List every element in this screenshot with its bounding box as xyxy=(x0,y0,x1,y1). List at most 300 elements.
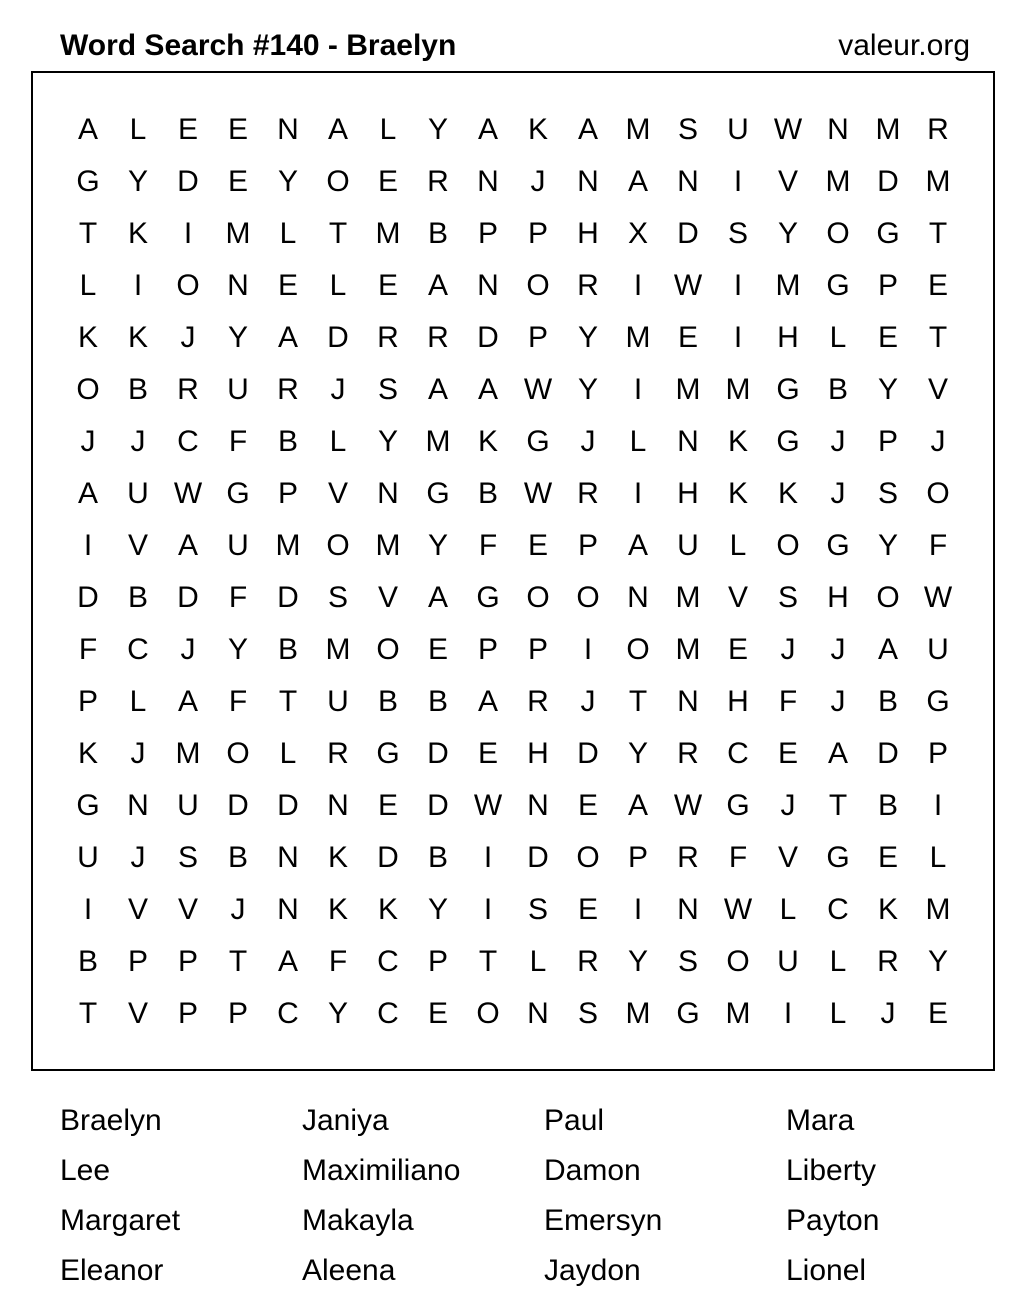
grid-letter: C xyxy=(727,737,749,770)
grid-letter: L xyxy=(779,893,797,926)
grid-letter: A xyxy=(77,477,98,510)
grid-letter: K xyxy=(527,113,548,146)
grid-letter: N xyxy=(127,789,149,822)
grid-letter: L xyxy=(529,945,547,978)
grid-letter: G xyxy=(776,425,800,458)
grid-letter: G xyxy=(826,841,850,874)
site-name: valeur.org xyxy=(838,29,970,62)
grid-letter: R xyxy=(327,737,349,770)
grid-letter: U xyxy=(677,529,699,562)
grid-letter: R xyxy=(877,945,899,978)
grid-letter: B xyxy=(127,373,148,406)
grid-letter: O xyxy=(626,633,650,666)
grid-letter: K xyxy=(727,477,748,510)
grid-letter: P xyxy=(927,737,948,770)
grid-letter: E xyxy=(377,269,398,302)
grid-letter: D xyxy=(177,581,199,614)
word-list-item: Lionel xyxy=(786,1254,867,1287)
grid-letter: O xyxy=(526,269,550,302)
grid-letter: G xyxy=(376,737,400,770)
grid-letter: Y xyxy=(927,945,948,978)
grid-letter: U xyxy=(777,945,799,978)
grid-letter: L xyxy=(279,737,297,770)
word-list-item: Braelyn xyxy=(60,1104,162,1137)
grid-letter: A xyxy=(477,113,498,146)
grid-letter: R xyxy=(577,477,599,510)
grid-letter: O xyxy=(76,373,100,406)
grid-letter: M xyxy=(675,373,701,406)
grid-letter: F xyxy=(728,841,748,874)
grid-letter: E xyxy=(877,841,898,874)
grid-letter: E xyxy=(427,997,448,1030)
grid-letter: B xyxy=(427,217,448,250)
grid-letter: B xyxy=(377,685,398,718)
grid-letter: Y xyxy=(427,113,448,146)
grid-letter: G xyxy=(76,789,100,822)
grid-letter: S xyxy=(727,217,748,250)
grid-letter: W xyxy=(473,789,503,822)
grid-letter: D xyxy=(427,737,449,770)
grid-letter: J xyxy=(580,425,596,458)
grid-letter: R xyxy=(577,269,599,302)
grid-letter: J xyxy=(780,789,796,822)
grid-letter: P xyxy=(577,529,598,562)
grid-letter: D xyxy=(477,321,499,354)
grid-letter: M xyxy=(725,373,751,406)
grid-letter: D xyxy=(877,165,899,198)
grid-letter: U xyxy=(727,113,749,146)
grid-letter: M xyxy=(375,529,401,562)
grid-letter: W xyxy=(923,581,953,614)
grid-letter: H xyxy=(527,737,549,770)
grid-letter: J xyxy=(580,685,596,718)
grid-letter: I xyxy=(133,269,143,302)
grid-letter: F xyxy=(228,685,248,718)
grid-letter: W xyxy=(673,789,703,822)
grid-letter: E xyxy=(877,321,898,354)
grid-letter: C xyxy=(177,425,199,458)
grid-letter: V xyxy=(127,529,148,562)
grid-letter: B xyxy=(877,685,898,718)
grid-letter: F xyxy=(928,529,948,562)
grid-letter: S xyxy=(577,997,598,1030)
grid-letter: B xyxy=(827,373,848,406)
grid-letter: E xyxy=(727,633,748,666)
grid-letter: M xyxy=(775,269,801,302)
grid-letter: V xyxy=(927,373,948,406)
grid-letter: A xyxy=(77,113,98,146)
grid-letter: L xyxy=(329,269,347,302)
grid-letter: N xyxy=(527,997,549,1030)
grid-letter: L xyxy=(379,113,397,146)
grid-letter: A xyxy=(627,789,648,822)
grid-letter: G xyxy=(726,789,750,822)
grid-letter: U xyxy=(177,789,199,822)
grid-letter: Y xyxy=(877,529,898,562)
grid-letter: Y xyxy=(877,373,898,406)
grid-letter: B xyxy=(77,945,98,978)
grid-letter: I xyxy=(483,893,493,926)
grid-letter: T xyxy=(828,789,848,822)
grid-letter: H xyxy=(677,477,699,510)
grid-letter: M xyxy=(625,997,651,1030)
grid-letter: J xyxy=(180,321,196,354)
grid-letter: S xyxy=(677,113,698,146)
grid-letter: E xyxy=(427,633,448,666)
grid-letter: H xyxy=(577,217,599,250)
grid-letter: D xyxy=(527,841,549,874)
grid-letter: I xyxy=(733,321,743,354)
grid-letter: M xyxy=(625,113,651,146)
grid-letter: A xyxy=(877,633,898,666)
grid-letter: P xyxy=(527,217,548,250)
grid-letter: W xyxy=(673,269,703,302)
page-header xyxy=(60,26,970,70)
grid-letter: N xyxy=(677,165,699,198)
grid-letter: F xyxy=(228,425,248,458)
grid-letter: G xyxy=(476,581,500,614)
grid-letter: B xyxy=(427,685,448,718)
letter-grid xyxy=(63,104,963,1040)
grid-letter: E xyxy=(527,529,548,562)
grid-letter: Y xyxy=(777,217,798,250)
grid-letter: J xyxy=(880,997,896,1030)
grid-letter: F xyxy=(778,685,798,718)
grid-letter: R xyxy=(427,165,449,198)
grid-letter: Y xyxy=(227,633,248,666)
grid-letter: A xyxy=(277,945,298,978)
puzzle-title: Word Search #140 - Braelyn xyxy=(60,29,457,62)
grid-letter: J xyxy=(230,893,246,926)
grid-letter: T xyxy=(278,685,298,718)
grid-letter: L xyxy=(829,321,847,354)
grid-letter: A xyxy=(327,113,348,146)
grid-letter: J xyxy=(180,633,196,666)
grid-letter: P xyxy=(477,633,498,666)
word-list-item: Paul xyxy=(544,1104,605,1137)
grid-letter: T xyxy=(628,685,648,718)
grid-letter: N xyxy=(277,841,299,874)
grid-letter: O xyxy=(476,997,500,1030)
grid-letter: L xyxy=(829,997,847,1030)
grid-letter: Y xyxy=(277,165,298,198)
grid-letter: E xyxy=(477,737,498,770)
grid-letter: C xyxy=(827,893,849,926)
grid-letter: M xyxy=(875,113,901,146)
word-list-item: Margaret xyxy=(60,1204,181,1237)
grid-letter: J xyxy=(830,477,846,510)
grid-letter: T xyxy=(328,217,348,250)
grid-letter: O xyxy=(726,945,750,978)
grid-letter: V xyxy=(727,581,748,614)
grid-letter: J xyxy=(780,633,796,666)
grid-letter: K xyxy=(877,893,898,926)
word-list-item: Emersyn xyxy=(544,1204,663,1237)
grid-letter: D xyxy=(677,217,699,250)
grid-letter: J xyxy=(830,633,846,666)
word-list-item: Lee xyxy=(60,1154,111,1187)
grid-letter: O xyxy=(376,633,400,666)
grid-letter: I xyxy=(633,477,643,510)
grid-letter: I xyxy=(733,165,743,198)
grid-letter: G xyxy=(76,165,100,198)
grid-letter: L xyxy=(279,217,297,250)
grid-letter: R xyxy=(427,321,449,354)
grid-letter: N xyxy=(327,789,349,822)
grid-letter: R xyxy=(177,373,199,406)
grid-letter: S xyxy=(877,477,898,510)
grid-letter: A xyxy=(577,113,598,146)
grid-letter: L xyxy=(829,945,847,978)
grid-letter: G xyxy=(826,529,850,562)
grid-letter: P xyxy=(127,945,148,978)
grid-letter: M xyxy=(275,529,301,562)
grid-letter: J xyxy=(530,165,546,198)
grid-letter: W xyxy=(523,477,553,510)
grid-letter: N xyxy=(677,893,699,926)
grid-letter: L xyxy=(929,841,947,874)
grid-letter: D xyxy=(177,165,199,198)
grid-letter: Y xyxy=(577,373,598,406)
grid-letter: E xyxy=(777,737,798,770)
grid-letter: R xyxy=(927,113,949,146)
grid-letter: B xyxy=(227,841,248,874)
grid-letter: A xyxy=(477,373,498,406)
grid-letter: G xyxy=(426,477,450,510)
grid-letter: K xyxy=(727,425,748,458)
grid-letter: I xyxy=(633,373,643,406)
grid-letter: G xyxy=(676,997,700,1030)
grid-letter: T xyxy=(478,945,498,978)
grid-letter: N xyxy=(377,477,399,510)
grid-letter: A xyxy=(827,737,848,770)
grid-letter: V xyxy=(777,841,798,874)
grid-letter: M xyxy=(925,165,951,198)
grid-letter: I xyxy=(583,633,593,666)
grid-letter: M xyxy=(375,217,401,250)
grid-letter: Y xyxy=(627,945,648,978)
grid-letter: G xyxy=(776,373,800,406)
grid-letter: K xyxy=(377,893,398,926)
grid-letter: E xyxy=(677,321,698,354)
grid-letter: V xyxy=(127,893,148,926)
grid-letter: Y xyxy=(627,737,648,770)
grid-letter: C xyxy=(377,997,399,1030)
grid-letter: N xyxy=(277,893,299,926)
grid-letter: Y xyxy=(327,997,348,1030)
grid-letter: M xyxy=(225,217,251,250)
grid-letter: P xyxy=(877,425,898,458)
grid-letter: V xyxy=(177,893,198,926)
grid-letter: N xyxy=(277,113,299,146)
grid-letter: E xyxy=(177,113,198,146)
word-list-item: Jaydon xyxy=(544,1254,641,1287)
grid-letter: C xyxy=(127,633,149,666)
grid-letter: V xyxy=(777,165,798,198)
grid-letter: U xyxy=(227,529,249,562)
grid-letter: O xyxy=(876,581,900,614)
grid-letter: U xyxy=(77,841,99,874)
grid-letter: I xyxy=(933,789,943,822)
grid-letter: K xyxy=(477,425,498,458)
grid-letter: E xyxy=(227,113,248,146)
grid-letter: N xyxy=(627,581,649,614)
grid-letter: M xyxy=(725,997,751,1030)
grid-letter: G xyxy=(526,425,550,458)
grid-letter: I xyxy=(83,893,93,926)
grid-letter: M xyxy=(925,893,951,926)
grid-letter: P xyxy=(427,945,448,978)
grid-letter: H xyxy=(727,685,749,718)
grid-letter: A xyxy=(177,529,198,562)
grid-letter: K xyxy=(777,477,798,510)
grid-letter: M xyxy=(425,425,451,458)
grid-letter: J xyxy=(830,685,846,718)
grid-letter: L xyxy=(729,529,747,562)
grid-letter: F xyxy=(328,945,348,978)
grid-letter: E xyxy=(577,789,598,822)
grid-letter: J xyxy=(830,425,846,458)
grid-letter: N xyxy=(577,165,599,198)
grid-letter: G xyxy=(826,269,850,302)
grid-letter: L xyxy=(79,269,97,302)
word-list-item: Eleanor xyxy=(60,1254,164,1287)
grid-letter: F xyxy=(228,581,248,614)
grid-letter: J xyxy=(930,425,946,458)
grid-letter: P xyxy=(177,997,198,1030)
grid-letter: T xyxy=(928,217,948,250)
grid-letter: O xyxy=(526,581,550,614)
grid-letter: K xyxy=(327,841,348,874)
grid-letter: B xyxy=(127,581,148,614)
grid-letter: V xyxy=(377,581,398,614)
grid-letter: M xyxy=(825,165,851,198)
grid-letter: W xyxy=(773,113,803,146)
grid-letter: M xyxy=(325,633,351,666)
grid-letter: O xyxy=(226,737,250,770)
grid-letter: W xyxy=(173,477,203,510)
grid-letter: O xyxy=(176,269,200,302)
grid-letter: T xyxy=(78,217,98,250)
grid-letter: P xyxy=(477,217,498,250)
grid-letter: K xyxy=(77,321,98,354)
grid-letter: K xyxy=(327,893,348,926)
grid-letter: W xyxy=(723,893,753,926)
grid-letter: H xyxy=(777,321,799,354)
word-list-item: Mara xyxy=(786,1104,855,1137)
grid-letter: M xyxy=(675,581,701,614)
grid-letter: U xyxy=(927,633,949,666)
grid-letter: S xyxy=(677,945,698,978)
grid-letter: H xyxy=(827,581,849,614)
grid-letter: V xyxy=(327,477,348,510)
grid-letter: A xyxy=(277,321,298,354)
grid-letter: D xyxy=(877,737,899,770)
grid-letter: P xyxy=(527,633,548,666)
grid-letter: O xyxy=(826,217,850,250)
word-list-item: Janiya xyxy=(302,1104,389,1137)
grid-letter: P xyxy=(227,997,248,1030)
grid-letter: N xyxy=(477,165,499,198)
grid-letter: X xyxy=(627,217,648,250)
grid-letter: L xyxy=(129,113,147,146)
grid-letter: B xyxy=(277,633,298,666)
grid-letter: E xyxy=(927,997,948,1030)
grid-letter: S xyxy=(377,373,398,406)
grid-letter: W xyxy=(523,373,553,406)
grid-letter: F xyxy=(478,529,498,562)
grid-letter: Y xyxy=(577,321,598,354)
grid-letter: N xyxy=(677,685,699,718)
grid-letter: M xyxy=(675,633,701,666)
grid-letter: Y xyxy=(127,165,148,198)
grid-letter: D xyxy=(277,789,299,822)
grid-letter: U xyxy=(327,685,349,718)
grid-letter: I xyxy=(783,997,793,1030)
grid-letter: R xyxy=(277,373,299,406)
grid-letter: M xyxy=(175,737,201,770)
grid-letter: A xyxy=(427,269,448,302)
word-list-item: Makayla xyxy=(302,1204,414,1237)
grid-letter: E xyxy=(377,789,398,822)
grid-letter: A xyxy=(477,685,498,718)
grid-letter: O xyxy=(776,529,800,562)
grid-letter: N xyxy=(827,113,849,146)
grid-letter: E xyxy=(577,893,598,926)
grid-letter: Y xyxy=(427,529,448,562)
grid-letter: A xyxy=(427,373,448,406)
grid-letter: G xyxy=(926,685,950,718)
grid-letter: E xyxy=(277,269,298,302)
grid-letter: U xyxy=(127,477,149,510)
grid-letter: A xyxy=(627,529,648,562)
grid-letter: J xyxy=(330,373,346,406)
grid-letter: Y xyxy=(227,321,248,354)
grid-letter: F xyxy=(78,633,98,666)
grid-letter: U xyxy=(227,373,249,406)
word-list-item: Maximiliano xyxy=(302,1154,461,1187)
grid-letter: P xyxy=(177,945,198,978)
grid-letter: N xyxy=(227,269,249,302)
grid-letter: O xyxy=(576,581,600,614)
grid-letter: J xyxy=(130,841,146,874)
grid-letter: R xyxy=(527,685,549,718)
grid-letter: R xyxy=(377,321,399,354)
grid-letter: O xyxy=(576,841,600,874)
grid-letter: I xyxy=(633,893,643,926)
grid-letter: O xyxy=(326,165,350,198)
word-list-item: Damon xyxy=(544,1154,641,1187)
grid-letter: B xyxy=(427,841,448,874)
grid-letter: B xyxy=(477,477,498,510)
grid-letter: I xyxy=(183,217,193,250)
grid-letter: D xyxy=(77,581,99,614)
grid-letter: R xyxy=(677,737,699,770)
grid-letter: A xyxy=(177,685,198,718)
grid-letter: C xyxy=(277,997,299,1030)
grid-letter: P xyxy=(877,269,898,302)
grid-letter: J xyxy=(130,425,146,458)
grid-letter: O xyxy=(326,529,350,562)
grid-letter: A xyxy=(427,581,448,614)
grid-letter: I xyxy=(633,269,643,302)
grid-letter: J xyxy=(130,737,146,770)
grid-letter: C xyxy=(377,945,399,978)
grid-letter: A xyxy=(627,165,648,198)
grid-letter: O xyxy=(926,477,950,510)
grid-letter: P xyxy=(527,321,548,354)
grid-letter: E xyxy=(377,165,398,198)
